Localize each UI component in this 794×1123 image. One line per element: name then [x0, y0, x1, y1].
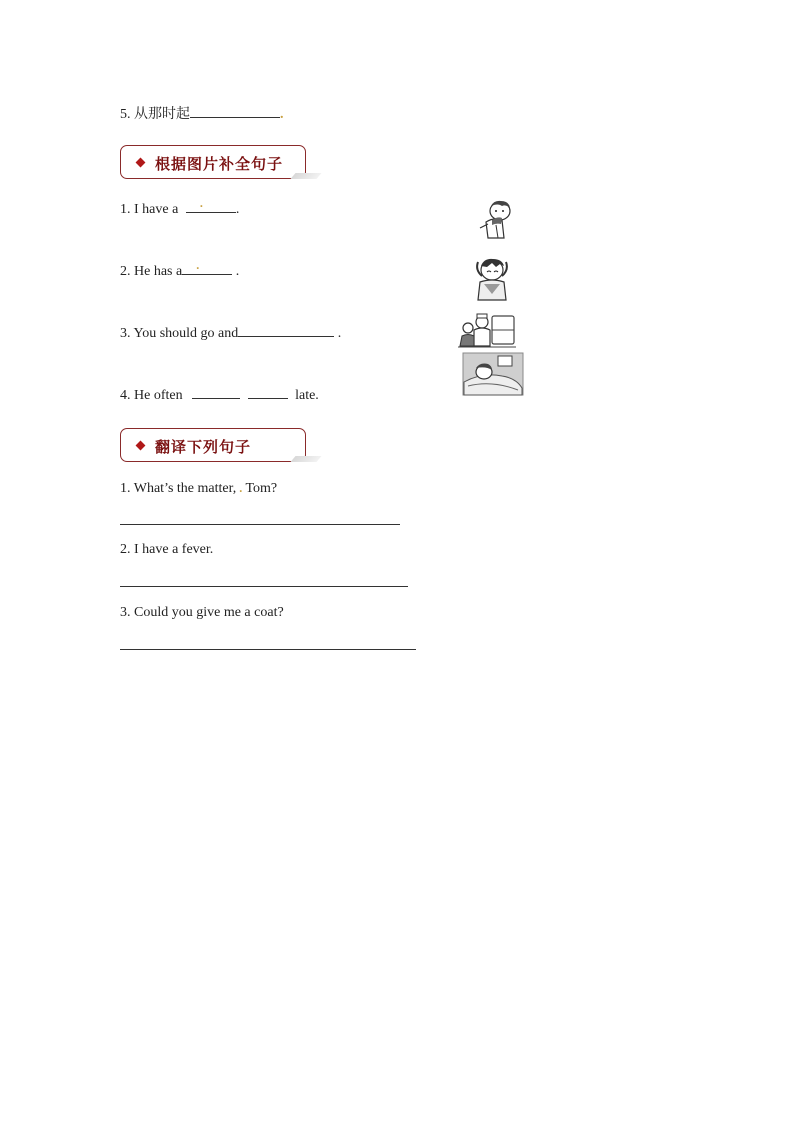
answer-blank[interactable]	[190, 103, 280, 118]
answer-line[interactable]	[120, 586, 408, 587]
translate-item-2: 2. I have a fever.	[120, 542, 214, 557]
boy-coughing-icon	[474, 198, 522, 244]
picture-item-1: 1. I have a . .	[120, 196, 240, 217]
picture-item-4: 4. He often late.	[120, 384, 319, 405]
section-title: 根据图片补全句子	[155, 155, 284, 173]
doctor-visit-icon	[458, 312, 518, 350]
item-5: 5. 从那时起 .	[120, 103, 284, 124]
boy-headache-icon	[470, 254, 522, 304]
translate-item-3: 3. Could you give me a coat?	[120, 605, 284, 620]
answer-blank[interactable]	[238, 322, 334, 337]
picture-item-3: 3. You should go and .	[120, 322, 341, 343]
section-title: 翻译下列句子	[155, 438, 252, 456]
section-header-picture	[120, 145, 306, 179]
answer-blank[interactable]	[248, 384, 288, 399]
answer-line[interactable]	[120, 649, 416, 650]
answer-blank[interactable]	[192, 384, 240, 399]
diamond-bullet-icon	[136, 441, 146, 451]
section-header-translate	[120, 428, 306, 462]
diamond-bullet-icon	[136, 158, 146, 168]
translate-item-1: 1. What’s the matter, . Tom?	[120, 481, 278, 496]
picture-item-2: 2. He has a . .	[120, 258, 240, 279]
boy-sleeping-icon	[462, 352, 524, 396]
answer-blank[interactable]: .	[182, 260, 232, 275]
answer-line[interactable]	[120, 524, 400, 525]
answer-blank[interactable]: .	[186, 198, 236, 213]
